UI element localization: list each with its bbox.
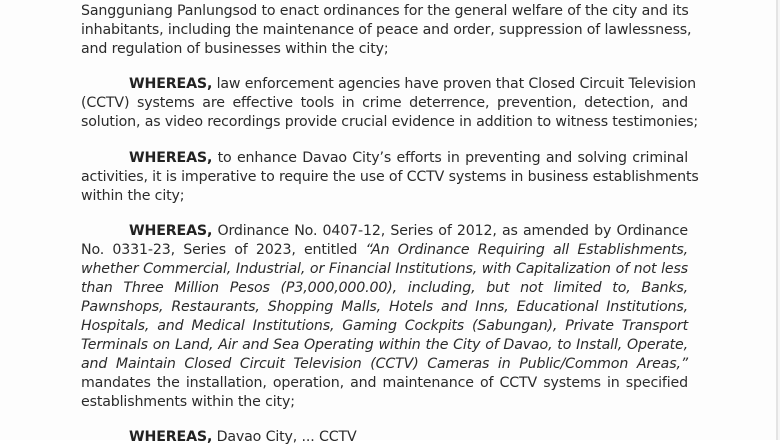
- text-line: Hospitals, and Medical Institutions, Gaming Cockpits (Sabungan), Private Transport: [81, 318, 688, 334]
- text-line: than Three Million Pesos (P3,000,000.00), including, but not limited to, Banks,: [81, 280, 688, 296]
- text-line: [81, 75, 696, 94]
- text-line: activities, it is imperative to require the use of CCTV systems in business establishments: [81, 169, 699, 185]
- paragraph-whereas-ordinance: [81, 222, 688, 412]
- text-line: establishments within the city;: [81, 394, 295, 410]
- text-span: Davao City, ... CCTV: [212, 429, 357, 445]
- paragraph-whereas-enhance-efforts: [81, 149, 699, 206]
- text-line: [81, 149, 688, 168]
- text-line: [81, 222, 688, 241]
- ordinance-title-italic: “An Ordinance Requiring all Establishments,: [365, 242, 689, 258]
- paragraph-general-welfare: [81, 2, 692, 59]
- paragraph-whereas-cctv-effective: [81, 75, 699, 132]
- text-line: [81, 428, 688, 447]
- text-line: and regulation of businesses within the city;: [81, 41, 389, 57]
- whereas-keyword: WHEREAS,: [129, 76, 213, 92]
- text-line: Terminals on Land, Air and Sea Operating within the City of Davao, to Install, Operate,: [81, 337, 688, 353]
- text-line: Sangguniang Panlungsod to enact ordinances for the general welfare of the city and its: [81, 3, 689, 19]
- text-line: inhabitants, including the maintenance of peace and order, suppression of lawlessness,: [81, 22, 692, 38]
- whereas-keyword: WHEREAS,: [129, 429, 213, 445]
- text-span: Ordinance No. 0407-12, Series of 2012, as amended by Ordinance: [212, 223, 688, 239]
- text-line: solution, as video recordings provide crucial evidence in addition to witness testimonies;: [81, 114, 699, 130]
- whereas-keyword: WHEREAS,: [129, 223, 213, 239]
- text-line: within the city;: [81, 188, 185, 204]
- text-span: law enforcement agencies have proven that Closed Circuit Television: [212, 76, 696, 92]
- text-line: mandates the installation, operation, and maintenance of CCTV systems in specified: [81, 375, 688, 391]
- text-line: whether Commercial, Industrial, or Financial Institutions, with Capitalization of not less: [81, 261, 688, 277]
- whereas-keyword: WHEREAS,: [129, 150, 213, 166]
- text-line: (CCTV) systems are effective tools in crime deterrence, prevention, detection, and: [81, 95, 688, 111]
- text-line: [81, 241, 688, 260]
- text-span: No. 0331-23, Series of 2023, entitled: [81, 242, 366, 258]
- paragraph-whereas-cutoff: [81, 428, 688, 447]
- text-line: and Maintain Closed Circuit Television (CCTV) Cameras in Public/Common Areas,”: [81, 356, 688, 372]
- text-span: to enhance Davao City’s efforts in preventing and solving criminal: [212, 150, 688, 166]
- text-line: Pawnshops, Restaurants, Shopping Malls, Hotels and Inns, Educational Institutions,: [81, 299, 688, 315]
